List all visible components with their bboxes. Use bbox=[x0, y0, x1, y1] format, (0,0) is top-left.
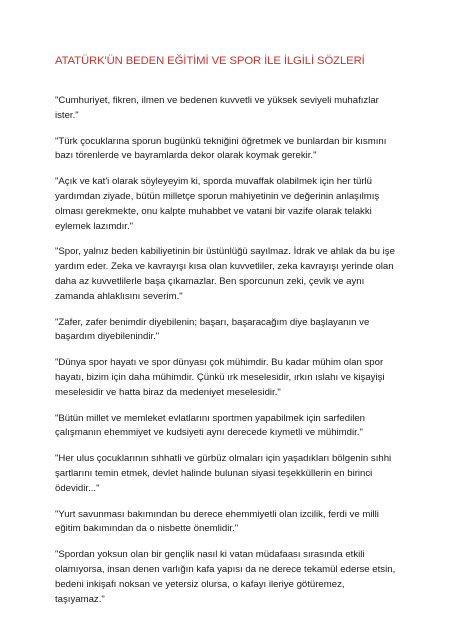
quote-line: şartlarını temin etmek, devlet halinde bulunan siyasi teşekküllerin en birinci bbox=[55, 467, 373, 479]
quote-line: "Zafer, zafer benimdir diyebilenin; başarı, başaracağım diye başlayanın ve bbox=[55, 316, 370, 328]
quote-line: "Cumhuriyet, fikren, ilmen ve bedenen kuvvetli ve yüksek seviyeli muhafızlar bbox=[55, 95, 379, 106]
quote-paragraph bbox=[55, 508, 420, 538]
quote-line: meselesidir ve hatta biraz da medeniyet meselesidir." bbox=[55, 386, 281, 398]
quote-line: bedeni inkişafı noksan ve yetersiz olursa, o kafayı ileriye götüremez, bbox=[55, 578, 345, 590]
quote-paragraph bbox=[55, 548, 420, 607]
quote-line: ister." bbox=[55, 109, 79, 121]
quote-line: olamıyorsa, insan denen varlığın kafa yapısı da ne derece tekamül ederse etsin, bbox=[55, 563, 396, 575]
quote-line: "Spor, yalnız beden kabiliyetinin bir üstünlüğü sayılmaz. İdrak ve ahlak da bu işe bbox=[55, 246, 395, 258]
quote-line: taşıyamaz." bbox=[55, 593, 105, 605]
quote-line: eylemek lazımdır." bbox=[55, 220, 134, 232]
quote-paragraph bbox=[55, 94, 420, 124]
quote-line: "Dünya spor hayatı ve spor dünyası çok mühimdir. Bu kadar mühim olan spor bbox=[55, 357, 384, 369]
quote-paragraph bbox=[55, 356, 420, 400]
quote-line: zamanda ahlaklısını severim." bbox=[55, 290, 183, 302]
quote-paragraph bbox=[55, 452, 420, 496]
quote-paragraph bbox=[55, 412, 420, 442]
quote-line: "Açık ve kat'i olarak söyleyeyim ki, sporda muvaffak olabilmek için her türlü bbox=[55, 176, 372, 188]
quote-paragraph bbox=[55, 175, 420, 234]
quote-paragraph bbox=[55, 135, 420, 165]
quote-line: olması gerekmekte, onu kalpte muhabbet ve vatani bir vazife olarak telakki bbox=[55, 205, 372, 217]
quote-line: "Spordan yoksun olan bir gençlik nasıl ki vatan müdafaası sırasında etkili bbox=[55, 549, 365, 561]
quote-line: hayatı, bizim için daha mühimdir. Çünkü ırk meselesidir, ırkın ıslahı ve kişayişi bbox=[55, 371, 385, 383]
quote-line: "Bütün millet ve memleket evlatlarını sportmen yapabilmek için sarfedilen bbox=[55, 412, 366, 424]
quote-paragraph bbox=[55, 245, 420, 304]
quote-line: bazı törenlerde ve bayramlarda dekor olarak koymak gerekir." bbox=[55, 150, 317, 162]
quote-line: eğitim bakımından da o nisbette önemlidir." bbox=[55, 523, 239, 535]
quote-list bbox=[55, 94, 420, 618]
quote-line: ödevidir..." bbox=[55, 482, 100, 494]
quote-line: başardım diyebilenindir." bbox=[55, 331, 160, 343]
quote-line: "Yurt savunması bakımından bu derece ehemmiyetli olan izcilik, ferdi ve milli bbox=[55, 508, 379, 520]
quote-line: yardım eder. Zeka ve kavrayışı kısa olan kuvvetliler, zeka kavrayışı yerinde olan bbox=[55, 261, 394, 273]
quote-line: yardımdan ziyade, bütün milletçe sporun mahiyetinin ve değerinin anlaşılmış bbox=[55, 190, 380, 202]
quote-line: "Her ulus çocuklarının sıhhatli ve gürbüz olmaları için yaşadıkları bölgenin sıhhi bbox=[55, 453, 392, 465]
quote-line: daha az kuvvetlilerle başa çıkamazlar. Ben sporcunun zeki, çevik ve aynı bbox=[55, 275, 365, 287]
quote-paragraph bbox=[55, 316, 420, 346]
document-title: ATATÜRK'ÜN BEDEN EĞİTİMİ VE SPOR İLE İLGİLİ SÖZLERİ bbox=[55, 55, 365, 67]
quote-line: çalışmanın ehemmiyet ve kudsiyeti aynı derecede kıymetli ve mühimdir." bbox=[55, 427, 363, 439]
quote-line: "Türk çocuklarına sporun bugünkü tekniğini öğretmek ve bunlardan bir kısmını bbox=[55, 135, 387, 147]
